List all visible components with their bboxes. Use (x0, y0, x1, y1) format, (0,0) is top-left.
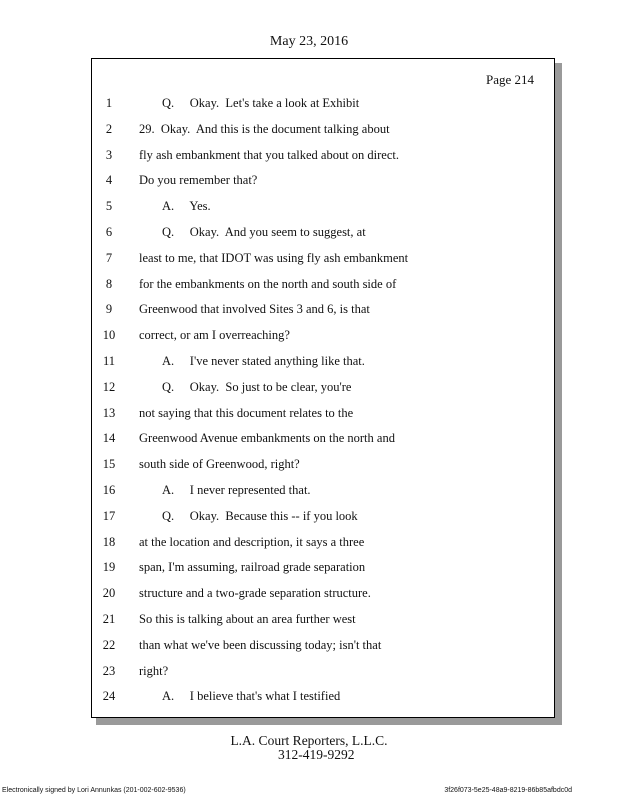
document-id: 3f26f073-5e25-48a9-8219-86b85afbdc0d (444, 787, 572, 794)
line-number: 17 (102, 508, 116, 523)
line-text: Greenwood that involved Sites 3 and 6, is that (139, 302, 370, 317)
line-text: A. I believe that's what I testified (162, 689, 341, 704)
line-text: fly ash embankment that you talked about on direct. (139, 147, 399, 162)
transcript-line (92, 555, 554, 581)
line-text: Q. Okay. So just to be clear, you're (162, 379, 352, 394)
line-number: 4 (105, 173, 113, 188)
line-number: 21 (102, 611, 116, 626)
line-number: 11 (102, 353, 116, 368)
line-text: correct, or am I overreaching? (139, 328, 290, 343)
line-number: 5 (105, 199, 113, 214)
line-number: 1 (105, 96, 113, 110)
line-number: 22 (102, 637, 116, 652)
line-number: 8 (105, 276, 113, 291)
electronic-signature-note: Electronically signed by Lori Annunkas (201-002-602-9536) (2, 787, 186, 794)
line-number: 2 (105, 121, 113, 136)
line-number: 19 (102, 560, 116, 575)
line-text: for the embankments on the north and south side of (139, 276, 397, 291)
transcript-line (92, 246, 554, 272)
line-text: at the location and description, it says a three (139, 534, 365, 549)
line-number: 14 (102, 431, 116, 446)
transcript-line (92, 168, 554, 194)
line-number: 20 (102, 586, 116, 601)
transcript-line (92, 478, 554, 504)
transcript-line (92, 91, 554, 117)
court-reporter-name: L.A. Court Reporters, L.L.C. (230, 733, 388, 748)
line-text: 29. Okay. And this is the document talking about (139, 121, 390, 136)
transcript-line (92, 117, 554, 143)
line-number: 10 (102, 328, 116, 343)
line-text: span, I'm assuming, railroad grade separation (139, 560, 366, 575)
line-number: 16 (102, 482, 116, 497)
transcript-lines (92, 91, 554, 710)
line-number: 23 (102, 663, 116, 678)
line-text: Q. Okay. Let's take a look at Exhibit (162, 96, 360, 110)
page-date: May 23, 2016 (269, 34, 349, 49)
transcript-line (92, 375, 554, 401)
line-text: A. I've never stated anything like that. (162, 353, 365, 368)
transcript-line (92, 452, 554, 478)
line-text: Q. Okay. And you seem to suggest, at (162, 224, 366, 239)
line-number: 13 (102, 405, 116, 420)
line-number: 24 (102, 689, 116, 704)
line-text: right? (139, 663, 169, 678)
transcript-line (92, 607, 554, 633)
transcript-line (92, 504, 554, 530)
transcript-line (92, 426, 554, 452)
line-text: least to me, that IDOT was using fly ash embankment (139, 250, 409, 265)
line-number: 3 (105, 147, 113, 162)
court-reporter-phone: 312-419-9292 (278, 747, 355, 762)
line-text: than what we've been discussing today; isn't that (139, 637, 382, 652)
line-text: not saying that this document relates to the (139, 405, 354, 420)
transcript-line (92, 581, 554, 607)
transcript-line (92, 633, 554, 659)
line-number: 18 (102, 534, 116, 549)
transcript-line (92, 297, 554, 323)
line-text: A. Yes. (162, 199, 211, 214)
transcript-line (92, 272, 554, 298)
transcript-line (92, 401, 554, 427)
line-text: structure and a two-grade separation structure. (139, 586, 371, 601)
line-number: 15 (102, 457, 116, 472)
line-text: A. I never represented that. (162, 482, 311, 497)
line-text: So this is talking about an area further west (139, 611, 356, 626)
transcript-line (92, 194, 554, 220)
line-text: Do you remember that? (139, 173, 258, 188)
transcript-line (92, 143, 554, 169)
line-number: 7 (105, 250, 113, 265)
transcript-line (92, 349, 554, 375)
line-text: Greenwood Avenue embankments on the north and (139, 431, 395, 446)
line-number: 9 (105, 302, 113, 317)
line-number: 12 (102, 379, 116, 394)
transcript-line (92, 659, 554, 685)
page-number: Page 214 (485, 72, 534, 87)
transcript-line (92, 323, 554, 349)
transcript-line (92, 220, 554, 246)
line-text: south side of Greenwood, right? (139, 457, 300, 472)
transcript-box (91, 58, 555, 718)
line-number: 6 (105, 224, 113, 239)
transcript-line (92, 684, 554, 710)
line-text: Q. Okay. Because this -- if you look (162, 508, 358, 523)
transcript-line (92, 530, 554, 556)
